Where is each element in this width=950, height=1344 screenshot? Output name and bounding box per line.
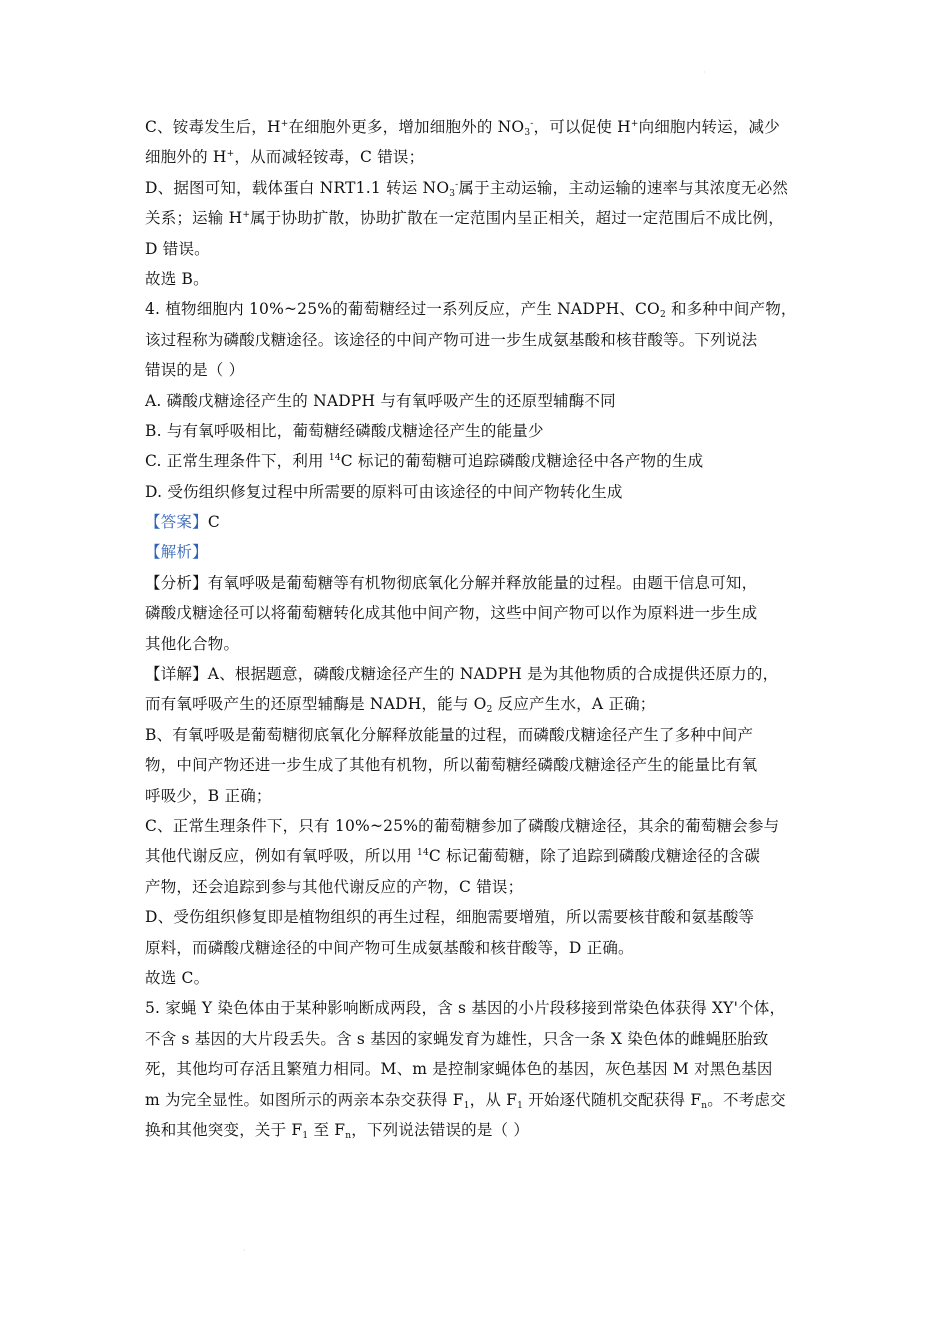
explanation-d-line-3: D 错误。	[145, 239, 210, 258]
detail-b-line-2: 物，中间产物还进一步生成了其他有机物，所以葡萄糖经磷酸戊糖途径产生的能量比有氧	[145, 756, 758, 775]
detail-a-line-1: 【详解】A、根据题意，磷酸戊糖途径产生的 NADPH 是为其他物质的合成提供还原力的，	[145, 665, 779, 684]
question-5-stem-line-3: 死，其他均可存活且繁殖力相同。M、m 是控制家蝇体色的基因，灰色基因 M 对黑色基因	[145, 1060, 773, 1079]
option-c: C. 正常生理条件下，利用 $^{14}$C 标记的葡萄糖可追踪磷酸戊糖途径中各产物的生成	[145, 452, 704, 471]
option-d: D. 受伤组织修复过程中所需要的原料可由该途径的中间产物转化生成	[145, 482, 623, 501]
question-5-stem-line-1: 5. 家蝇 Y 染色体由于某种影响断成两段，含 s 基因的小片段移接到常染色体获得 XY'个体，	[145, 999, 786, 1018]
detail-d-line-1: D、受伤组织修复即是植物组织的再生过程，细胞需要增殖，所以需要核苷酸和氨基酸等	[145, 908, 755, 927]
question-5-stem-line-4: m 为完全显性。如图所示的两亲本杂交获得 $F_1$，从 $F_1$ 开始逐代随机交配获得 $F_n$。不考虑交	[145, 1090, 786, 1111]
detail-c-line-3: 产物，还会追踪到参与其他代谢反应的产物，C 错误；	[145, 877, 524, 896]
explanation-c-line-1: C、铵毒发生后，H+在细胞外更多，增加细胞外的 $NO_3^-$，可以促使 H+向细胞内转运，减少	[145, 118, 780, 138]
detail-a-line-2: 而有氧呼吸产生的还原型辅酶是 NADH，能与 $O_2$ 反应产生水，A 正确；	[145, 695, 656, 716]
analysis-line-2: 磷酸戊糖途径可以将葡萄糖转化成其他中间产物，这些中间产物可以作为原料进一步生成	[145, 604, 758, 623]
document-body	[145, 112, 815, 1145]
scan-dot: ·	[703, 68, 706, 77]
detail-d-line-2: 原料，而磷酸戊糖途径的中间产物可生成氨基酸和核苷酸等，D 正确。	[145, 938, 634, 957]
analysis-line-3: 其他化合物。	[145, 634, 240, 653]
explanation-c-line-2: 细胞外的 H+，从而减轻铵毒，C 错误；	[145, 148, 425, 167]
analysis-tag: 【解析】	[145, 543, 208, 562]
detail-c-line-2: 其他代谢反应，例如有氧呼吸，所以用 $^{14}$C 标记葡萄糖，除了追踪到磷酸戊糖途径的含碳	[145, 847, 761, 866]
scan-dot: ·	[243, 1246, 246, 1255]
detail-c-line-1: C、正常生理条件下，只有 10%~25%的葡萄糖参加了磷酸戊糖途径，其余的葡萄糖会参与	[145, 816, 780, 835]
explanation-d-line-1: D、据图可知，载体蛋白 NRT1.1 转运 $NO_3^-$属于主动运输，主动运输的速率与其浓度无必然	[145, 178, 789, 199]
detail-b-line-3: 呼吸少，B 正确；	[145, 786, 272, 805]
answer-line	[145, 507, 815, 537]
question-5-stem-line-2: 不含 s 基因的大片段丢失。含 s 基因的家蝇发育为雄性，只含一条 X 染色体的雌蝇胚胎致	[145, 1029, 769, 1048]
option-a: A. 磷酸戊糖途径产生的 NADPH 与有氧呼吸产生的还原型辅酶不同	[145, 391, 616, 410]
option-b: B. 与有氧呼吸相比，葡萄糖经磷酸戊糖途径产生的能量少	[145, 421, 544, 440]
analysis-heading	[145, 537, 815, 567]
question-4-stem-line-2: 该过程称为磷酸戊糖途径。该途径的中间产物可进一步生成氨基酸和核苷酸等。下列说法	[145, 330, 758, 349]
selection-line: 故选 C。	[145, 968, 210, 987]
question-4-stem-line-3: 错误的是（ ）	[145, 361, 245, 380]
answer-tag: 【答案】	[145, 513, 208, 532]
analysis-line-1: 【分析】有氧呼吸是葡萄糖等有机物彻底氧化分解并释放能量的过程。由题干信息可知，	[145, 573, 758, 592]
detail-b-line-1: B、有氧呼吸是葡萄糖彻底氧化分解释放能量的过程，而磷酸戊糖途径产生了多种中间产	[145, 725, 754, 744]
explanation-d-line-2: 关系；运输 H+属于协助扩散，协助扩散在一定范围内呈正相关，超过一定范围后不成比例，	[145, 209, 784, 228]
question-4-stem-line-1: 4. 植物细胞内 10%~25%的葡萄糖经过一系列反应，产生 NADPH、$CO_2$ 和多种中间产物，	[145, 300, 797, 321]
answer-value: C	[207, 513, 220, 532]
selection-line: 故选 B。	[145, 269, 209, 288]
question-5-stem-line-5: 换和其他突变，关于 $F_1$ 至 $F_n$，下列说法错误的是（ ）	[145, 1120, 530, 1141]
